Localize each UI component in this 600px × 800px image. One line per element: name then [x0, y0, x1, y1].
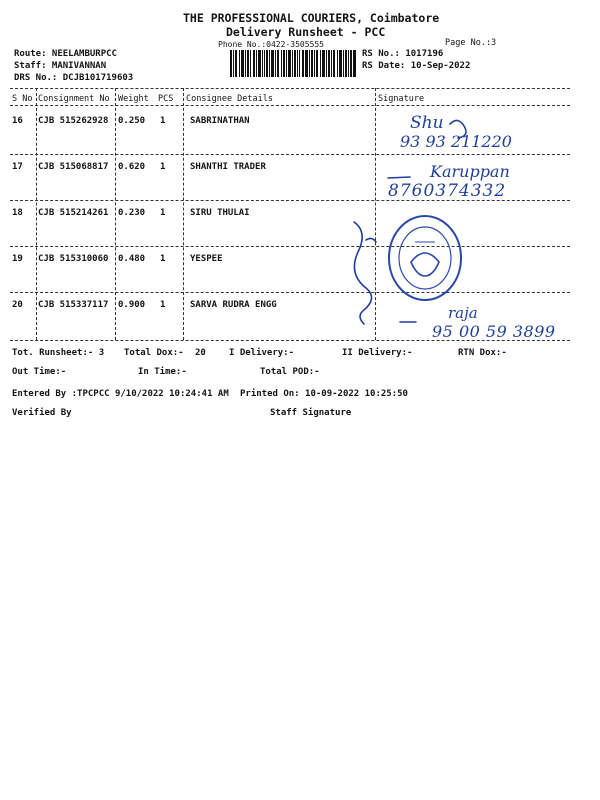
- row-consignment: CJB 515214261: [38, 208, 109, 218]
- route-label: Route: NEELAMBURPCC: [14, 49, 117, 59]
- col-header-weight: Weight: [118, 94, 149, 104]
- staff-signature-label: Staff Signature: [270, 408, 352, 418]
- header-bottom-rule: [10, 105, 570, 106]
- row-pcs: 1: [160, 254, 166, 264]
- row-sno: 20: [12, 300, 23, 310]
- row-signature-phone: 93 93 211220: [400, 132, 512, 151]
- row-consignee: SABRINATHAN: [190, 116, 250, 126]
- page-number: Page No.:3: [445, 38, 497, 48]
- row-consignee: SIRU THULAI: [190, 208, 250, 218]
- rs-date: RS Date: 10-Sep-2022: [362, 61, 471, 71]
- row-weight: 0.900: [118, 300, 146, 310]
- i-delivery-label: I Delivery:-: [229, 348, 295, 358]
- rtn-dox-label: RTN Dox:-: [458, 348, 507, 358]
- company-stamp-icon: [385, 212, 465, 304]
- row-signature-phone: 8760374332: [388, 181, 507, 201]
- row-pcs: 1: [160, 116, 166, 126]
- row-consignment: CJB 515068817: [38, 162, 109, 172]
- row-sno: 17: [12, 162, 23, 172]
- row-pcs: 1: [160, 208, 166, 218]
- total-dox-label: Total Dox:-: [124, 348, 184, 358]
- row-consignment: CJB 515337117: [38, 300, 109, 310]
- total-dox-value: 20: [195, 348, 206, 358]
- row-sno: 19: [12, 254, 23, 264]
- row-consignment: CJB 515262928: [38, 116, 109, 126]
- barcode: [230, 50, 356, 77]
- row-weight: 0.250: [118, 116, 146, 126]
- table-top-rule: [10, 88, 570, 89]
- row-sno: 18: [12, 208, 23, 218]
- document-title: Delivery Runsheet - PCC: [226, 25, 386, 39]
- col-header-pcs: PCS: [158, 94, 174, 104]
- total-pod-label: Total POD:-: [260, 367, 320, 377]
- row-consignee: SHANTHI TRADER: [190, 162, 266, 172]
- col-divider-2: [115, 88, 116, 340]
- col-header-sno: S No: [12, 94, 33, 104]
- rs-number: RS No.: 1017196: [362, 49, 444, 59]
- ii-delivery-label: II Delivery:-: [342, 348, 413, 358]
- staff-label: Staff: MANIVANNAN: [14, 61, 107, 71]
- row-weight: 0.480: [118, 254, 146, 264]
- row-consignment: CJB 515310060: [38, 254, 109, 264]
- row-weight: 0.620: [118, 162, 146, 172]
- row-signature: raja: [448, 304, 478, 322]
- company-name: THE PROFESSIONAL COURIERS, Coimbatore: [183, 11, 440, 25]
- row-sno: 16: [12, 116, 23, 126]
- col-header-consignee: Consignee Details: [186, 94, 273, 104]
- drs-number: DRS No.: DCJB101719603: [14, 73, 134, 83]
- row-pcs: 1: [160, 162, 166, 172]
- row-consignee: YESPEE: [190, 254, 223, 264]
- in-time-label: In Time:-: [138, 367, 187, 377]
- printed-on: Printed On: 10-09-2022 10:25:50: [240, 389, 408, 399]
- col-header-signature: Signature: [378, 94, 425, 104]
- row-pcs: 1: [160, 300, 166, 310]
- col-divider-3: [183, 88, 184, 340]
- row-consignee: SARVA RUDRA ENGG: [190, 300, 277, 310]
- out-time-label: Out Time:-: [12, 367, 67, 377]
- phone-number: Phone No.:0422-3505555: [218, 40, 324, 49]
- row-signature: Shu: [410, 113, 444, 133]
- row-signature: Karuppan: [430, 162, 510, 181]
- tot-runsheet: Tot. Runsheet:- 3: [12, 348, 105, 358]
- entered-by: Entered By :TPCPCC 9/10/2022 10:24:41 AM: [12, 389, 229, 399]
- col-divider-1: [36, 88, 37, 340]
- row-weight: 0.230: [118, 208, 146, 218]
- col-header-consignment: Consignment No: [38, 94, 110, 104]
- row-signature-phone: 95 00 59 3899: [432, 322, 556, 341]
- verified-by-label: Verified By: [12, 408, 72, 418]
